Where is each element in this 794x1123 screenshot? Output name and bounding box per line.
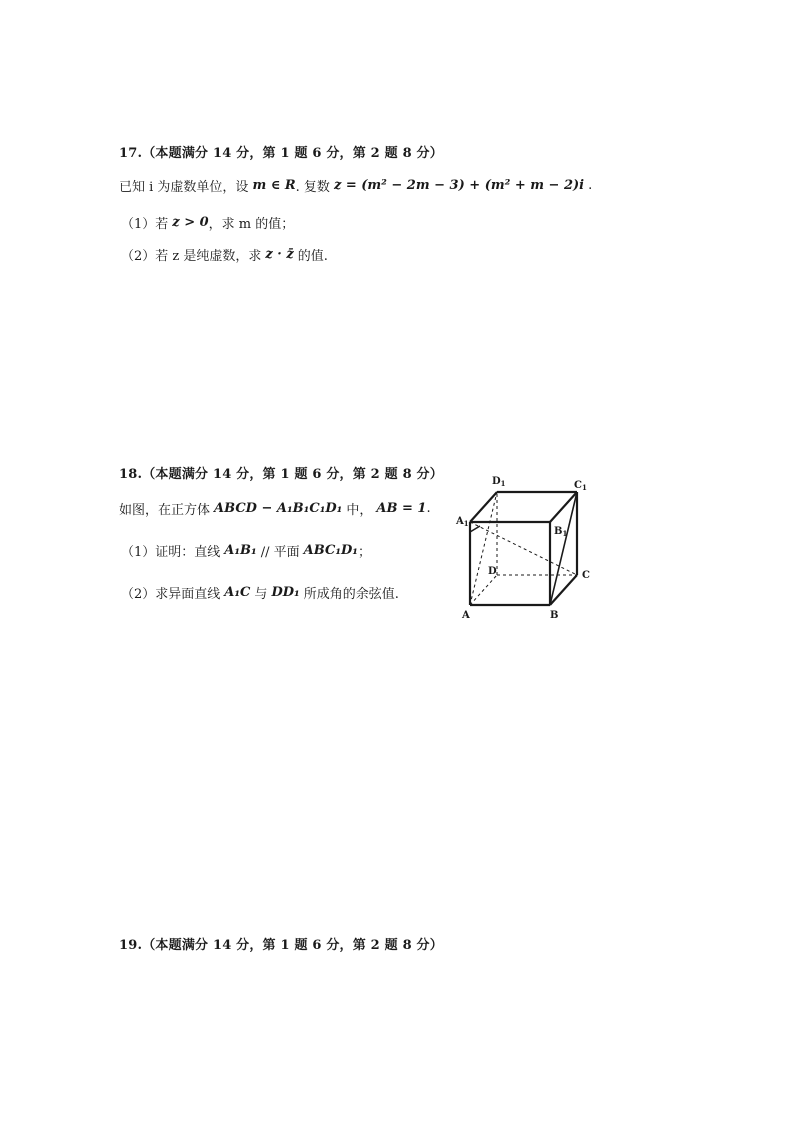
- label-A1: $A_1$: [456, 516, 469, 528]
- q18-part1-suffix: ；: [357, 545, 371, 560]
- question-19-title: 19.（本题满分 14 分，第 1 题 6 分，第 2 题 8 分）: [119, 938, 443, 953]
- q17-part2-expression: z · z̄: [265, 247, 294, 262]
- label-C: C: [582, 570, 590, 581]
- label-B: B: [550, 610, 559, 621]
- question-18-intro: [119, 499, 431, 518]
- hidden-diagonal-A-D1: [470, 492, 497, 605]
- question-17-intro: [119, 176, 592, 195]
- hidden-edge-A-D: [470, 575, 497, 605]
- q17-part1-suffix: ，求 m 的值；: [208, 217, 295, 232]
- label-B1: $B_1$: [554, 526, 568, 538]
- q18-part2-line-1: A₁C: [224, 585, 251, 600]
- q18-part1-plane: ABC₁D₁: [303, 543, 358, 558]
- question-17-part-1: [121, 213, 294, 232]
- question-17-part-2: [121, 245, 328, 264]
- q18-part2-line-2: DD₁: [271, 585, 300, 600]
- question-17-title: 17.（本题满分 14 分，第 1 题 6 分，第 2 题 8 分）: [119, 146, 443, 161]
- question-18-part-1: [121, 541, 371, 560]
- q18-intro-mid: 中，: [346, 503, 373, 518]
- q17-intro-suffix: .: [588, 178, 593, 193]
- label-C1: $C_1$: [574, 480, 587, 492]
- q17-intro-mid: . 复数: [295, 180, 330, 195]
- label-D: D: [488, 566, 497, 577]
- q18-intro-suffix: .: [426, 501, 431, 516]
- q18-edge-condition: AB = 1: [376, 501, 427, 516]
- q17-complex-formula: z = (m² − 2m − 3) + (m² + m − 2)i: [333, 178, 585, 193]
- q18-cube-name: ABCD − A₁B₁C₁D₁: [214, 501, 343, 516]
- q17-part2-suffix: 的值.: [297, 249, 328, 264]
- q17-part1-prefix: （1）若: [121, 217, 169, 232]
- q18-part1-mid: // 平面: [260, 545, 300, 560]
- q18-part1-prefix: （1）证明：直线: [121, 545, 221, 560]
- label-D1: $D_1$: [492, 476, 506, 488]
- question-18-title: 18.（本题满分 14 分，第 1 题 6 分，第 2 题 8 分）: [119, 467, 443, 482]
- q17-part1-condition: z > 0: [172, 215, 209, 230]
- label-A: A: [462, 610, 470, 621]
- q18-part2-prefix: （2）求异面直线: [121, 587, 221, 602]
- q18-intro-prefix: 如图，在正方体: [119, 503, 211, 518]
- q17-part2-prefix: （2）若 z 是纯虚数，求: [121, 249, 262, 264]
- mark-near-A1: [470, 526, 480, 532]
- q18-part1-line: A₁B₁: [224, 543, 257, 558]
- q17-intro-prefix: 已知 i 为虚数单位，设: [119, 180, 249, 195]
- cube-figure: [450, 470, 610, 625]
- question-18-part-2: [121, 583, 399, 602]
- edge-A1-D1: [470, 492, 497, 522]
- q18-part2-mid: 与: [254, 587, 268, 602]
- q18-part2-suffix: 所成角的余弦值.: [303, 587, 399, 602]
- diagonal-B-C1: [550, 492, 577, 605]
- q17-condition-m-real: m ∈ R: [252, 178, 296, 193]
